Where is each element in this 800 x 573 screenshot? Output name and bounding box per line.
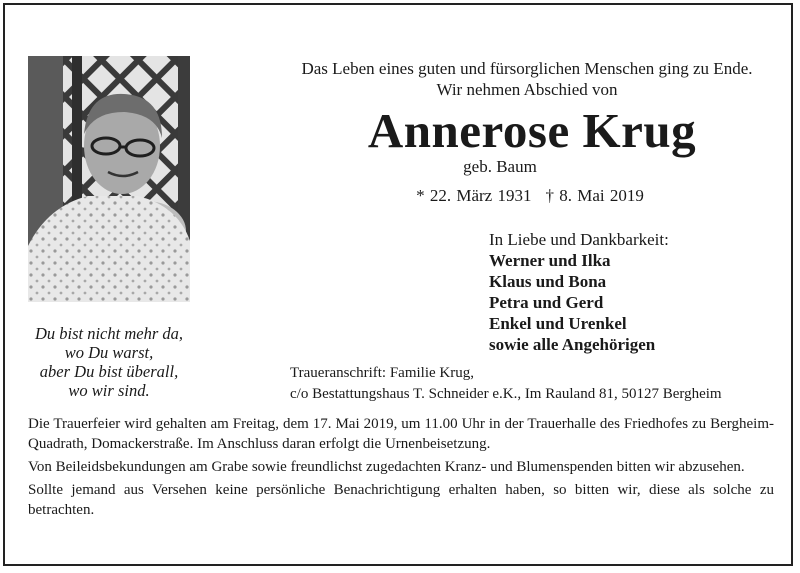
mourner-entry: Werner und Ilka [489,251,611,270]
mourning-address [290,363,722,405]
memorial-quote [18,324,200,400]
address-line-1: Traueranschrift: Familie Krug, [290,365,474,381]
intro-line-2: Wir nehmen Abschied von [436,80,618,99]
birth-date: * 22. März 1931 [416,186,532,205]
mourner-entry: Enkel und Urenkel [489,314,627,333]
mourner-entry: sowie alle Angehörigen [489,335,656,354]
life-dates [400,186,660,206]
intro-line-1: Das Leben eines guten und fürsorglichen Menschen ging zu Ende. [301,59,753,78]
death-date: † 8. Mai 2019 [545,186,644,205]
mourners-list [489,229,669,355]
deceased-name: Annerose Krug [367,103,697,158]
portrait-photo [28,56,190,302]
quote-line: aber Du bist überall, [39,362,179,381]
quote-line: wo Du warst, [64,343,154,362]
funeral-details [28,414,774,523]
paragraph-ceremony: Die Trauerfeier wird gehalten am Freitag, dem 17. Mai 2019, um 11.00 Uhr in der Trauerhalle des Friedhofes zu Bergheim-Quadrath, Domackerstraße. Im Anschluss daran erfolgt die Urnenbeisetzung. [28,416,774,452]
quote-line: Du bist nicht mehr da, [34,324,184,343]
quote-line: wo wir sind. [68,381,150,400]
mourner-entry: Petra und Gerd [489,293,604,312]
birth-name: geb. Baum [463,157,537,176]
paragraph-notification: Sollte jemand aus Versehen keine persönliche Benachrichtigung erhalten haben, so bitten wir, diese als solche zu betrachten. [28,482,774,518]
address-line-2: c/o Bestattungshaus T. Schneider e.K., Im Rauland 81, 50127 Bergheim [290,386,722,402]
mourner-entry: Klaus und Bona [489,272,607,291]
mourners-heading: In Liebe und Dankbarkeit: [489,230,669,249]
paragraph-condolences: Von Beileidsbekundungen am Grabe sowie freundlichst zugedachten Kranz- und Blumenspenden bitten wir abzusehen. [28,459,745,475]
intro-text [262,58,792,100]
